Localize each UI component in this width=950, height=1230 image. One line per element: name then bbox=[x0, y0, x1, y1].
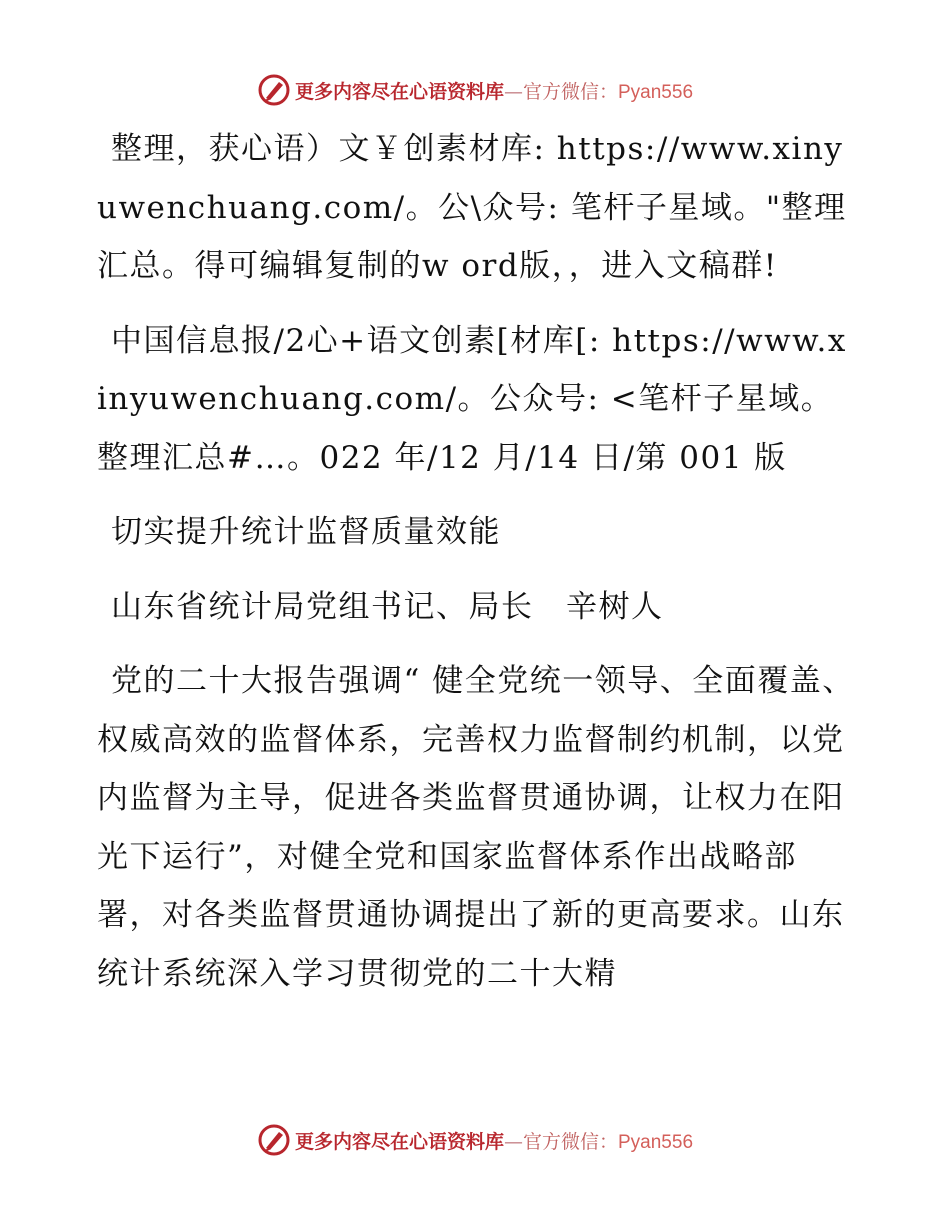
paragraph-text: 整理，获心语）文￥创素材库: https://www.xinyuwenchuang.com/。公\众号: 笔杆子星域。"整理汇总。得可编辑复制的w ord版，，进入文稿群! bbox=[97, 131, 847, 284]
header-slogan: 更多内容尽在心语资料库 bbox=[294, 80, 504, 103]
header-banner bbox=[0, 70, 950, 110]
header-banner-text bbox=[295, 77, 693, 104]
document-body bbox=[97, 120, 857, 1003]
footer-slogan: 更多内容尽在心语资料库 bbox=[294, 1130, 504, 1153]
paragraph-text: 中国信息报/2心+语文创素[材库[: https://www.xinyuwenchuang.com/。公众号: <笔杆子星域。整理汇总#…。022 年/12 月/14 日/第 001 版 bbox=[97, 322, 847, 476]
footer-dash: — bbox=[503, 1130, 523, 1153]
paragraph-text: 山东省统计局党组书记、局长 辛树人 bbox=[111, 588, 664, 625]
header-contact-label: 官方微信： bbox=[522, 80, 618, 103]
footer-contact-label: 官方微信： bbox=[522, 1130, 618, 1153]
article-author bbox=[97, 578, 857, 637]
paragraph-publication-info bbox=[97, 312, 857, 488]
footer-banner bbox=[0, 1120, 950, 1160]
header-contact-id: Pyan556 bbox=[618, 81, 694, 103]
article-title bbox=[97, 503, 857, 562]
paragraph-text: 切实提升统计监督质量效能 bbox=[111, 514, 501, 550]
quill-logo-icon bbox=[257, 1123, 291, 1157]
paragraph-body bbox=[97, 652, 857, 1003]
footer-contact-id: Pyan556 bbox=[618, 1131, 694, 1153]
paragraph-source-note bbox=[97, 120, 857, 296]
paragraph-text: 党的二十大报告强调“ 健全党统一领导、全面覆盖、权威高效的监督体系，完善权力监督制约机制，以党内监督为主导，促进各类监督贯通协调，让权力在阳光下运行”，对健全党和国家监督体系作出战略部署，对各类监督贯通协调提出了新的更高要求。山东统计系统深入学习贯彻党的二十大精 bbox=[97, 663, 855, 992]
footer-banner-text bbox=[295, 1127, 693, 1154]
header-dash: — bbox=[503, 80, 523, 103]
quill-logo-icon bbox=[257, 73, 291, 107]
